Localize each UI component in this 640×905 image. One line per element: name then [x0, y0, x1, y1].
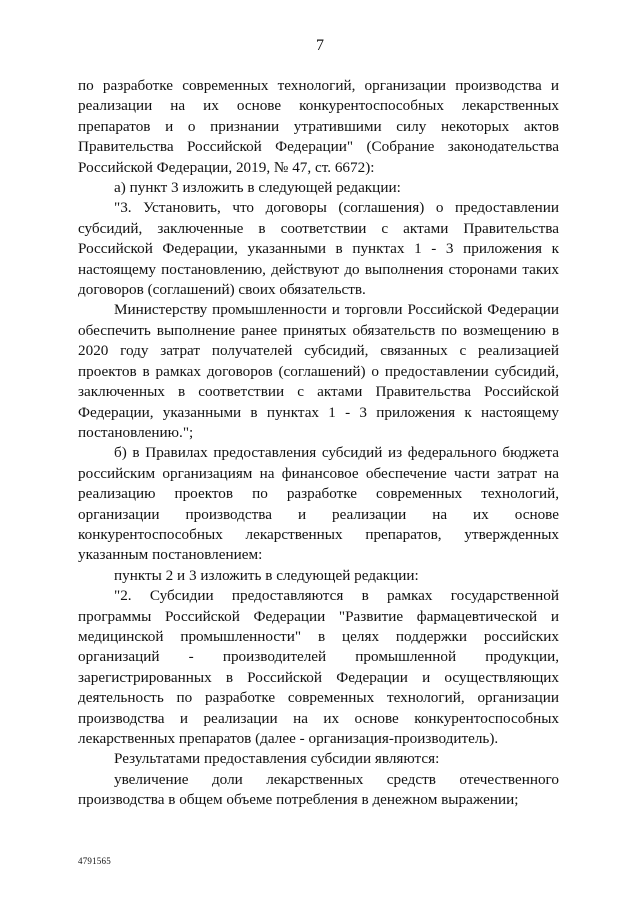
document-body [78, 76, 559, 811]
page-number: 7 [316, 37, 324, 54]
paragraph-results: Результатами предоставления субсидии являются: [114, 750, 440, 768]
paragraph-item-a: а) пункт 3 изложить в следующей редакции: [114, 179, 401, 197]
document-id: 4791565 [78, 856, 111, 866]
paragraph-item-b: б) в Правилах предоставления субсидий из федерального бюджета российским организациям на финансовое обеспечение части затрат на реализацию проектов по разработке современных технологий, организации производства и реализации на их основе конкурентоспособных лекарственных препаратов, утвержденных указанным постановлением: [78, 444, 559, 564]
paragraph-increase: увеличение доли лекарственных средств отечественного производства в общем объеме потребления в денежном выражении; [78, 770, 559, 809]
paragraph-ministry: Министерству промышленности и торговли Российской Федерации обеспечить выполнение ранее принятых обязательств по возмещению в 2020 году затрат получателей субсидий, связанных с реализацией проектов в рамках договоров (соглашений) о предоставлении субсидий, заключенных в соответствии с актами Правительства Российской Федерации, указанными в пунктах 1 - 3 приложения к настоящему постановлению."; [78, 301, 559, 441]
paragraph-intro: по разработке современных технологий, организации производства и реализации на их основе конкурентоспособных лекарственных препаратов и о признании утратившими силу некоторых актов Правительства Российской Федерации" (Собрание законодательства Российской Федерации, 2019, № 47, ст. 6672): [78, 77, 559, 176]
paragraph-points-2-3: пункты 2 и 3 изложить в следующей редакции: [114, 566, 419, 584]
paragraph-clause-2: "2. Субсидии предоставляются в рамках государственной программы Российской Федерации "Развитие фармацевтической и медицинской промышленности" в целях поддержки российских организаций - производителей промышленной продукции, зарегистрированных в Российской Федерации и осуществляющих деятельность по разработке современных технологий, организации производства и реализации на их основе конкурентоспособных лекарственных препаратов (далее - организация-производитель). [78, 587, 559, 747]
paragraph-clause-3: "3. Установить, что договоры (соглашения) о предоставлении субсидий, заключенные в соответствии с актами Правительства Российской Федерации, указанными в пунктах 1 - 3 приложения к настоящему постановлению, действуют до выполнения сторонами таких договоров (соглашений) своих обязательств. [78, 199, 559, 299]
